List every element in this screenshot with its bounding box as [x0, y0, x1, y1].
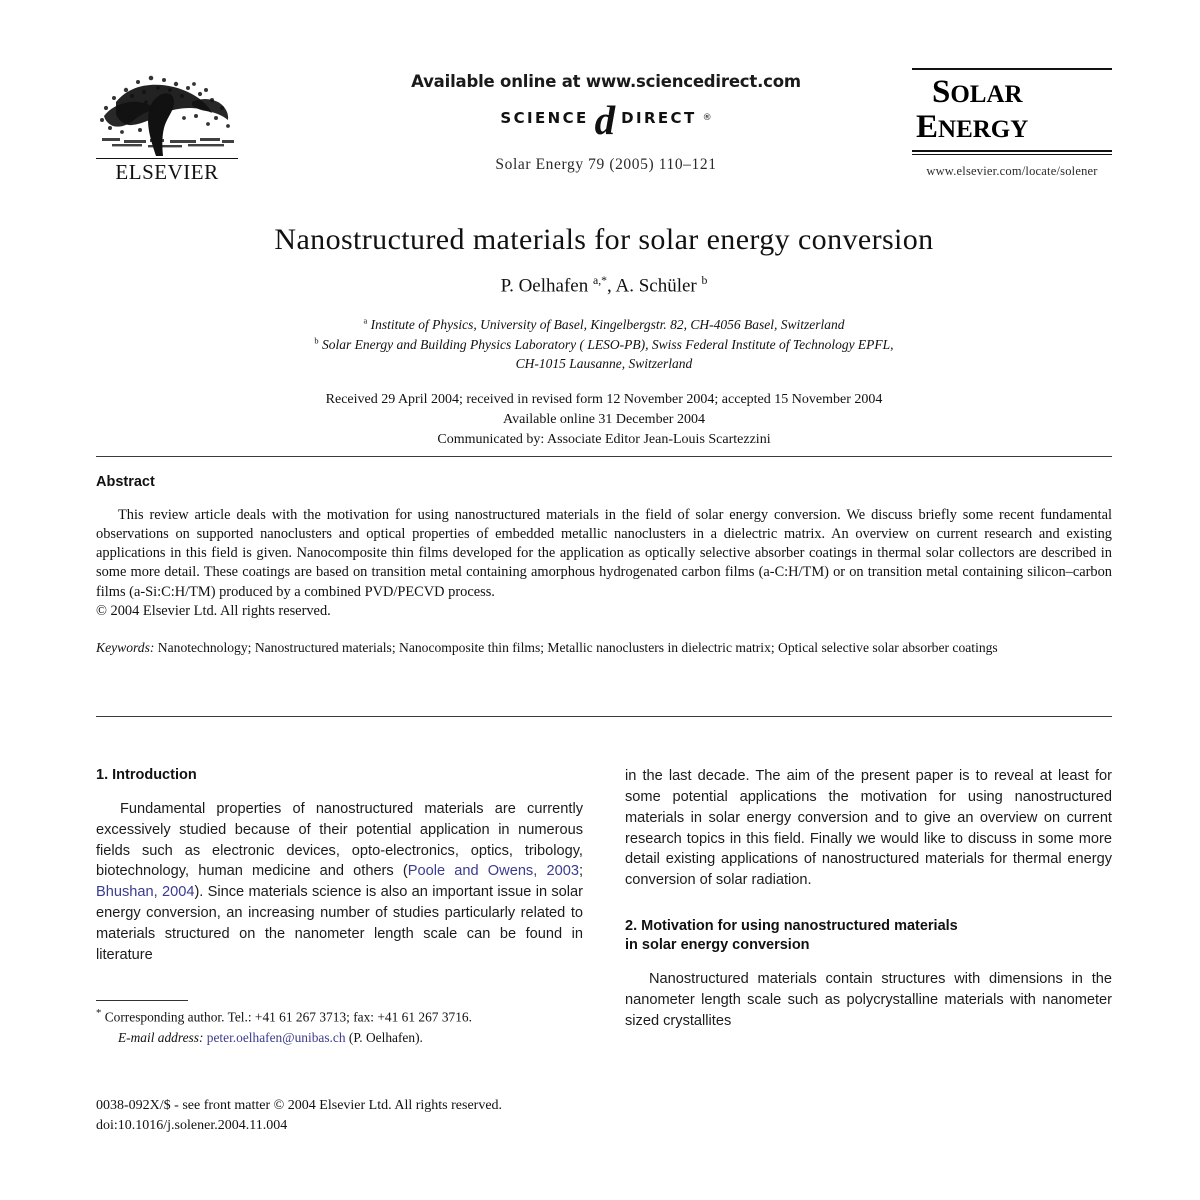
front-matter-line: 0038-092X/$ - see front matter © 2004 Elsevier Ltd. All rights reserved. [96, 1098, 503, 1113]
affiliation-b-text-line1: Solar Energy and Building Physics Laboratory ( LESO-PB), Swiss Federal Institute of Technology EPFL, [318, 336, 894, 352]
keywords-block [96, 639, 1112, 657]
affiliation-a-marker: a [363, 316, 368, 326]
masthead-top-rule [912, 68, 1112, 70]
affiliation-a [96, 315, 1112, 335]
journal-homepage-url[interactable]: www.elsevier.com/locate/solener [926, 164, 1098, 178]
author-1-name: P. Oelhafen [500, 275, 593, 297]
section-2-text: Nanostructured materials contain structures with dimensions in the nanometer length scale such as polycrystalline materials with nanometer sized crystallites [625, 970, 1112, 1029]
affiliation-b-line2: CH-1015 Lausanne, Switzerland [515, 356, 693, 372]
masthead-solar-initial: S [932, 74, 951, 110]
abstract-text: This review article deals with the motivation for using nanostructured materials in the field of solar energy conversion. We discuss briefly some recent fundamental observations on supported nanoclusters and optical properties of embedded metallic nanoclusters in a dielectric matrix. An overview on current research and existing applications in this field is given. Nanocomposite thin films developed for the application as optically selective absorber coatings in thermal solar collectors are described in some more detail. These coatings are based on transition metal containing amorphous hydrogenated carbon films (a-C:H/TM) or on transition metal containing silicon–carbon films (a-Si:C:H/TM) produced by a combined PVD/PECVD process. [96, 507, 1112, 600]
affiliations [96, 315, 1112, 374]
section-1-paragraph [96, 799, 583, 966]
citation-separator: ; [578, 863, 583, 880]
corresponding-author-email-link[interactable]: peter.oelhafen@unibas.ch [206, 1030, 346, 1046]
title-block [96, 222, 1112, 450]
author-2-name: , A. Schüler [607, 275, 702, 297]
footnote-contact-text: Corresponding author. Tel.: +41 61 267 3713; fax: +41 61 267 3716. [101, 1009, 472, 1025]
masthead-energy-rest: NERGY [938, 116, 1029, 143]
section-2-heading-line-2: in solar energy conversion [625, 937, 810, 953]
section-1-heading: 1. Introduction [96, 767, 197, 783]
masthead-line-energy [912, 111, 1112, 144]
available-online-text: Available online at www.sciencedirect.com [411, 72, 801, 91]
masthead-bottom-rule [912, 150, 1112, 155]
elsevier-wordmark: ELSEVIER [96, 158, 238, 185]
available-online-date: Available online 31 December 2004 [503, 411, 705, 427]
sciencedirect-science-word: SCIENCE [500, 109, 589, 128]
sciencedirect-direct-word: DIRECT [621, 109, 697, 128]
abstract-bottom-rule [96, 716, 1112, 717]
author-2-affiliation-marker: b [701, 274, 708, 287]
footnote-asterisk-icon: * [96, 1007, 102, 1019]
communicated-by-line: Communicated by: Associate Editor Jean-Louis Scartezzini [437, 431, 771, 447]
sciencedirect-block [366, 72, 846, 174]
email-owner-note: (P. Oelhafen). [345, 1030, 423, 1046]
footnote-separator-rule [96, 1000, 188, 1001]
citation-bhushan-2004[interactable]: Bhushan, 2004 [96, 884, 195, 901]
journal-reference: Solar Energy 79 (2005) 110–121 [495, 155, 717, 173]
registered-trademark-icon: ® [702, 113, 712, 124]
corresponding-author-footnote [96, 1000, 583, 1048]
abstract-top-rule [96, 456, 1112, 457]
keywords-text: Nanotechnology; Nanostructured materials; Nanocomposite thin films; Metallic nanoclusters in dielectric matrix; Optical selective solar absorber coatings [154, 639, 998, 655]
affiliation-b-marker: b [314, 336, 319, 346]
affiliation-a-text: Institute of Physics, University of Basel, Kingelbergstr. 82, CH-4056 Basel, Switzerland [367, 317, 845, 333]
keywords-label: Keywords: [96, 639, 155, 655]
page-footer [96, 1096, 796, 1136]
elsevier-tree-icon [96, 72, 238, 160]
abstract-body [96, 506, 1112, 621]
abstract-section [96, 474, 1112, 657]
page-header [96, 60, 1112, 210]
author-list [96, 274, 1112, 297]
column-right [625, 766, 1112, 1031]
section-2-paragraph [625, 969, 1112, 1032]
abstract-copyright: © 2004 Elsevier Ltd. All rights reserved. [96, 602, 331, 619]
abstract-heading: Abstract [96, 474, 155, 490]
footnote-contact-line [96, 1006, 583, 1027]
doi-line[interactable]: doi:10.1016/j.solener.2004.11.004 [96, 1117, 288, 1133]
received-dates-line: Received 29 April 2004; received in revised form 12 November 2004; accepted 15 November 2004 [325, 392, 883, 408]
section-2-heading-line-1: 2. Motivation for using nanostructured materials [625, 918, 958, 935]
masthead-solar-rest: OLAR [950, 81, 1023, 108]
affiliation-b [96, 335, 1112, 355]
section-1-text-part-2: ). Since materials science is also an important issue in solar energy conversion, an increasing number of studies particularly related to materials structured on the nanometer length scale can be found in literature [96, 884, 583, 963]
section-1-paragraph-continued: in the last decade. The aim of the present paper is to reveal at least for some potential applications the motivation for using nanostructured materials in solar energy conversion and to give an overview on current research topics in this field. Finally we would like to discuss in some more detail existing applications of nanostructured materials for thermal energy conversion of solar radiation. [625, 768, 1112, 889]
publication-dates [96, 390, 1112, 450]
section-2-heading [625, 917, 1112, 955]
masthead-energy-initial: E [916, 109, 939, 145]
column-left [96, 766, 583, 966]
footnote-email-line [96, 1029, 583, 1048]
email-address-label: E-mail address: [118, 1030, 204, 1046]
sciencedirect-at-icon: d [594, 97, 616, 143]
citation-poole-owens-2003[interactable]: Poole and Owens, 2003 [407, 863, 579, 880]
sciencedirect-logo [366, 97, 846, 143]
masthead-line-solar [912, 76, 1112, 109]
section-1-text-part-1: Fundamental properties of nanostructured materials are currently excessively studied because of their potential application in numerous fields such as electronic devices, opto-electronics, optics, tribology, biotechnology, human medicine and others ( [96, 800, 583, 880]
author-1-affiliation-marker: a,* [592, 274, 608, 287]
journal-masthead [912, 68, 1112, 179]
elsevier-logo [96, 72, 238, 182]
page-title: Nanostructured materials for solar energy conversion [274, 223, 934, 256]
